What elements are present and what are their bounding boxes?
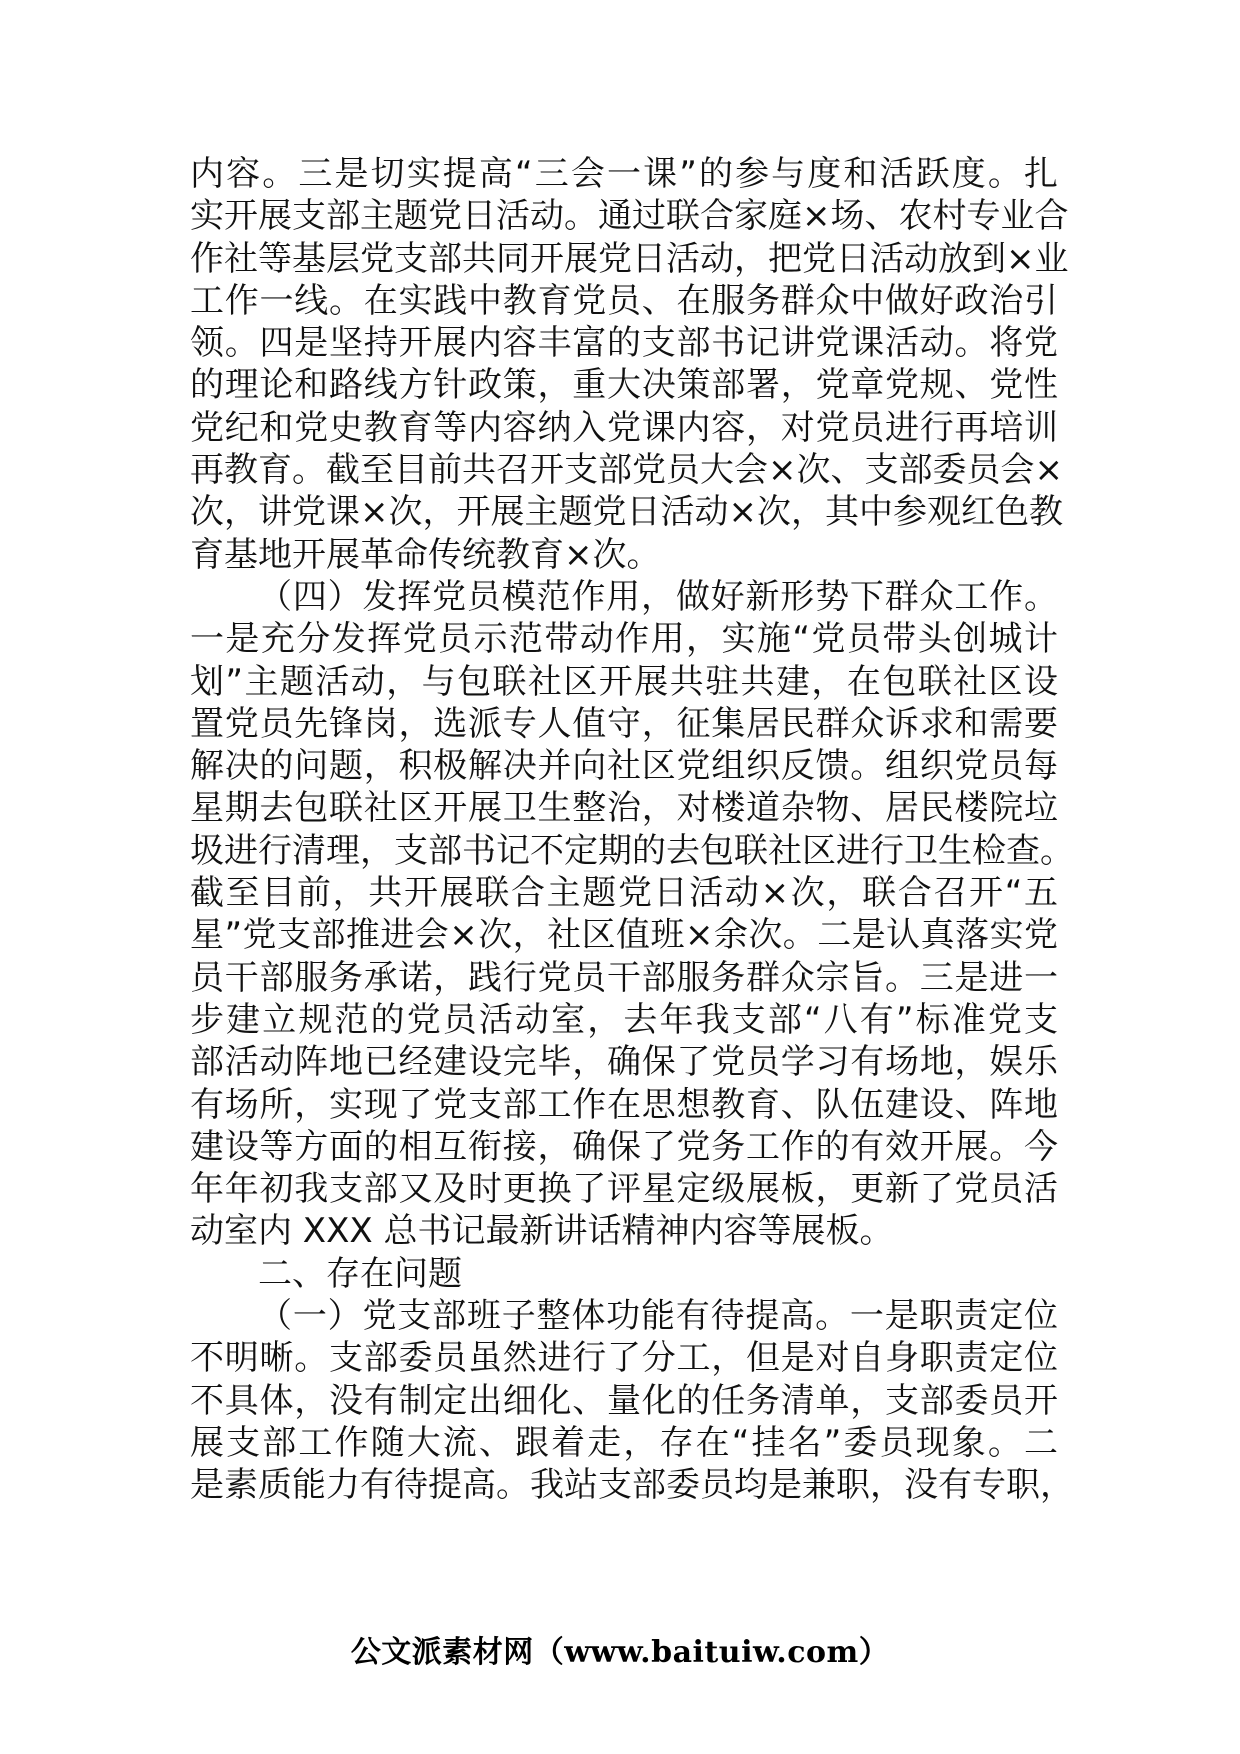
- text-line: 划”主题活动，与包联社区开展共驻共建，在包联社区设: [190, 661, 1058, 702]
- text-line: 不明晰。支部委员虽然进行了分工，但是对自身职责定位: [190, 1338, 1058, 1379]
- text-line: 不具体，没有制定出细化、量化的任务清单，支部委员开: [190, 1380, 1058, 1421]
- text-line: 展支部工作随大流、跟着走，存在“挂名”委员现象。二: [190, 1422, 1058, 1463]
- text-line: 置党员先锋岗，选派专人值守，征集居民群众诉求和需要: [190, 703, 1058, 744]
- text-line: 育基地开展革命传统教育×次。: [190, 534, 661, 575]
- text-line: 的理论和路线方针政策，重大决策部署，党章党规、党性: [190, 365, 1058, 406]
- text-line: 建设等方面的相互衔接，确保了党务工作的有效开展。今: [190, 1126, 1058, 1167]
- text-line: 实开展支部主题党日活动。通过联合家庭×场、农村专业合: [190, 196, 1069, 237]
- text-line: 作社等基层党支部共同开展党日活动，把党日活动放到×业: [190, 238, 1069, 279]
- section-heading: 二、存在问题: [258, 1253, 462, 1294]
- text-line: 星期去包联社区开展卫生整治，对楼道杂物、居民楼院垃: [190, 788, 1058, 829]
- text-line: 星”党支部推进会×次，社区值班×余次。二是认真落实党: [190, 915, 1058, 956]
- text-line: 年年初我支部又及时更换了评星定级展板，更新了党员活: [190, 1169, 1058, 1210]
- section-heading: （四）发挥党员模范作用，做好新形势下群众工作。: [258, 576, 1058, 617]
- text-line: 员干部服务承诺，践行党员干部服务群众宗旨。三是进一: [190, 957, 1058, 998]
- text-line: 工作一线。在实践中教育党员、在服务群众中做好政治引: [190, 280, 1058, 321]
- text-line: 再教育。截至目前共召开支部党员大会×次、支部委员会×: [190, 450, 1063, 491]
- text-line: 动室内 XXX 总书记最新讲话精神内容等展板。: [190, 1211, 894, 1252]
- text-line: 解决的问题，积极解决并向社区党组织反馈。组织党员每: [190, 746, 1058, 787]
- document-body: [190, 153, 1074, 1507]
- text-line: 部活动阵地已经建设完毕，确保了党员学习有场地，娱乐: [190, 1042, 1058, 1083]
- footer-watermark: 公文派素材网（www.baituiw.com）: [350, 1635, 890, 1670]
- text-line: 是素质能力有待提高。我站支部委员均是兼职，没有专职，: [190, 1465, 1074, 1506]
- text-line: 圾进行清理，支部书记不定期的去包联社区进行卫生检查。: [190, 830, 1074, 871]
- section-heading: （一）党支部班子整体功能有待提高。一是职责定位: [258, 1296, 1058, 1337]
- text-line: 次，讲党课×次，开展主题党日活动×次，其中参观红色教: [190, 492, 1063, 533]
- text-line: 步建立规范的党员活动室，去年我支部“八有”标准党支: [190, 999, 1058, 1040]
- text-line: 截至目前，共开展联合主题党日活动×次，联合召开“五: [190, 873, 1058, 914]
- text-line: 党纪和党史教育等内容纳入党课内容，对党员进行再培训: [190, 407, 1058, 448]
- text-line: 内容。三是切实提高“三会一课”的参与度和活跃度。扎: [190, 154, 1058, 194]
- text-line: 一是充分发挥党员示范带动作用，实施“党员带头创城计: [190, 619, 1058, 660]
- text-line: 领。四是坚持开展内容丰富的支部书记讲党课活动。将党: [190, 323, 1058, 364]
- text-line: 有场所，实现了党支部工作在思想教育、队伍建设、阵地: [190, 1084, 1058, 1125]
